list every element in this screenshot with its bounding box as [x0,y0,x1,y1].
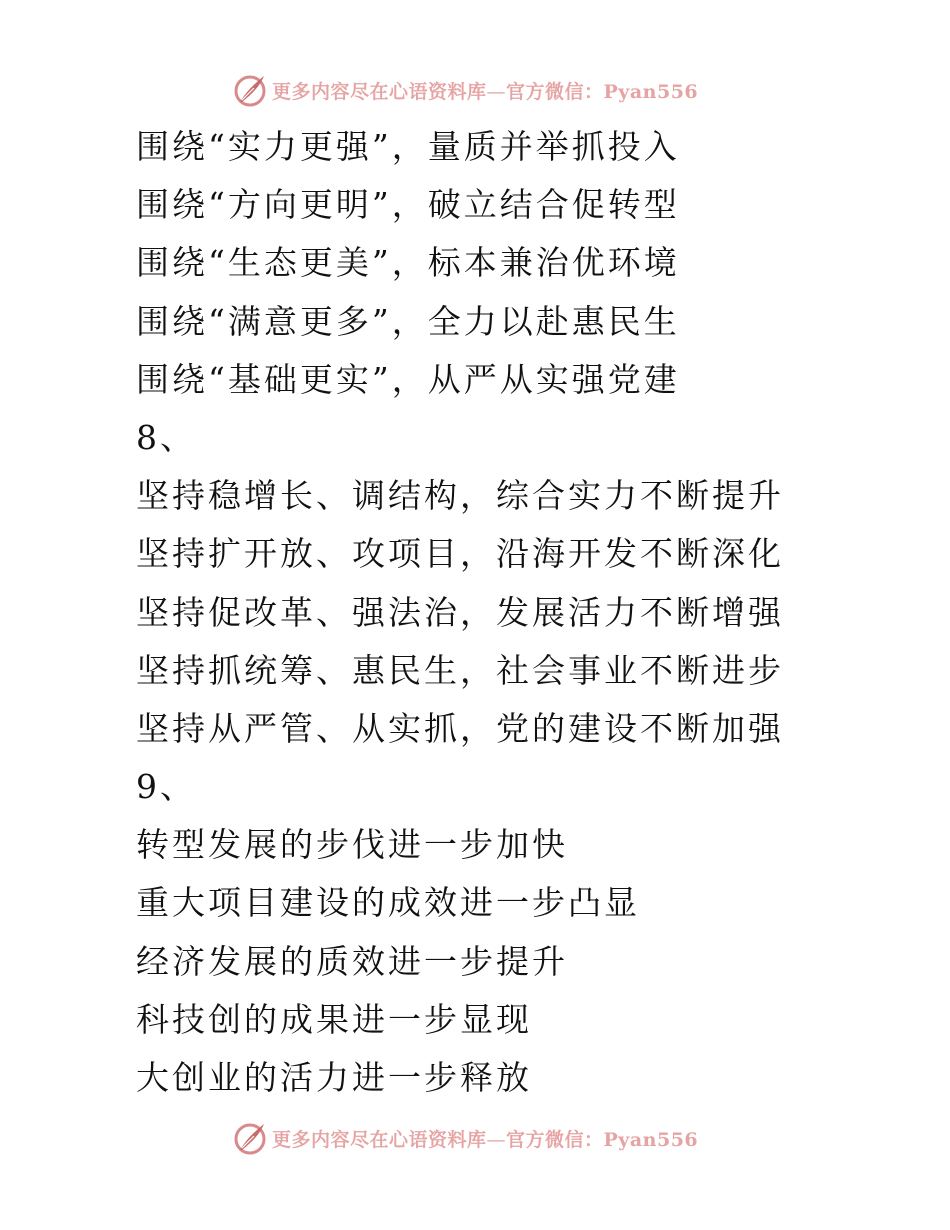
text-line: 坚持稳增长、调结构，综合实力不断提升 [136,476,784,516]
text-line: 坚持抓统筹、惠民生，社会事业不断进步 [136,650,784,690]
text-line: 围绕“方向更明”，破立结合促转型 [136,185,680,225]
section-number: 9、 [136,767,196,807]
banner-slogan: 更多内容尽在心语资料库 [272,1128,487,1151]
banner-separator: — [486,1128,507,1151]
text-line: 大创业的活力进一步释放 [136,1058,532,1097]
text-line: 围绕“满意更多”，全力以赴惠民生 [136,301,680,341]
section-number: 8、 [136,417,196,457]
text-line: 科技创的成果进一步显现 [136,999,532,1039]
banner-separator: — [486,80,507,103]
banner-slogan: 更多内容尽在心语资料库 [272,80,487,103]
banner-contact: 官方微信：Pyan556 [506,80,699,103]
text-line: 围绕“基础更实”，从严从实强党建 [136,359,680,399]
text-line: 坚持促改革、强法治，发展活力不断增强 [136,592,784,632]
banner-contact: 官方微信：Pyan556 [506,1128,699,1151]
text-line: 重大项目建设的成效进一步凸显 [136,883,640,923]
text-line: 围绕“实力更强”，量质并举抓投入 [136,127,680,166]
footer-watermark-banner [232,1118,698,1158]
text-line: 转型发展的步伐进一步加快 [136,825,568,865]
header-watermark-banner [232,70,698,110]
document-body [136,118,936,1107]
text-line: 经济发展的质效进一步提升 [136,941,568,981]
text-line: 围绕“生态更美”，标本兼治优环境 [136,243,680,283]
text-line: 坚持扩开放、攻项目，沿海开发不断深化 [136,534,784,574]
text-line: 坚持从严管、从实抓，党的建设不断加强 [136,708,784,748]
quill-logo-icon [232,1120,268,1156]
quill-logo-icon [232,72,268,108]
